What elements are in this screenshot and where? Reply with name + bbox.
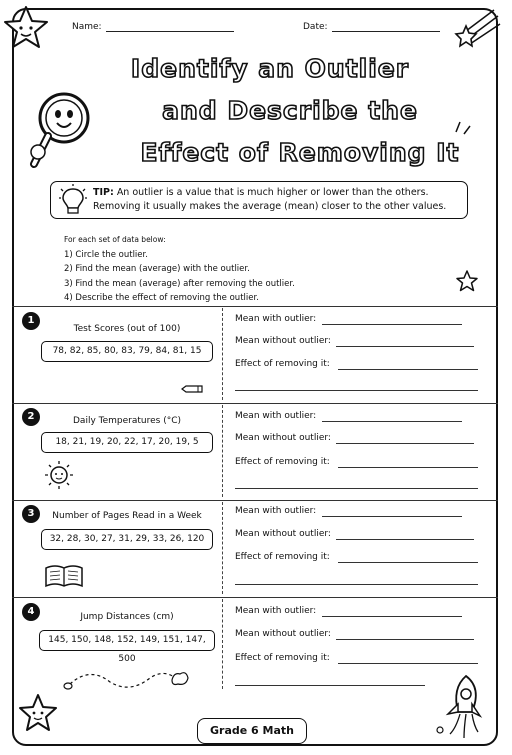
set-title: Number of Pages Read in a Week xyxy=(52,511,202,521)
grade-label-badge: Grade 6 Math xyxy=(197,718,307,744)
instruction-step: 2) Find the mean (average) with the outlier. xyxy=(64,264,250,275)
effect-answer-line[interactable] xyxy=(338,562,478,563)
effect-label: Effect of removing it: xyxy=(235,552,330,562)
mean-with-label: Mean with outlier: xyxy=(235,506,317,516)
mean-without-label: Mean without outlier: xyxy=(235,529,331,539)
effect-label: Effect of removing it: xyxy=(235,359,330,369)
set-number-badge: 1 xyxy=(22,312,40,330)
mean-without-label: Mean without outlier: xyxy=(235,629,331,639)
mean-without-answer-line[interactable] xyxy=(336,346,474,347)
data-set-box[interactable]: 145, 150, 148, 152, 149, 151, 147, 500 xyxy=(39,630,215,651)
date-line[interactable] xyxy=(332,31,440,32)
lightbulb-icon xyxy=(58,183,88,217)
set-title: Jump Distances (cm) xyxy=(80,612,174,622)
instruction-step: 3) Find the mean (average) after removing the outlier. xyxy=(64,278,295,289)
instructions-lead: For each set of data below: xyxy=(64,235,166,244)
mean-with-answer-line[interactable] xyxy=(322,421,462,422)
shooting-star-icon xyxy=(454,4,504,48)
mean-without-label: Mean without outlier: xyxy=(235,336,331,346)
star-icon xyxy=(16,692,60,736)
effect-answer-line[interactable] xyxy=(338,369,478,370)
page-title-line-2: and Describe the xyxy=(162,96,418,125)
tip-box xyxy=(50,181,468,219)
data-set-box[interactable]: 18, 21, 19, 20, 22, 17, 20, 19, 5 xyxy=(41,432,213,453)
name-label: Name: xyxy=(72,22,102,32)
mean-with-label: Mean with outlier: xyxy=(235,606,317,616)
effect-answer-line[interactable] xyxy=(338,663,478,664)
column-divider xyxy=(222,308,223,400)
sun-icon xyxy=(44,460,74,490)
instructions xyxy=(64,233,295,306)
mean-without-label: Mean without outlier: xyxy=(235,433,331,443)
mean-with-answer-line[interactable] xyxy=(322,616,462,617)
pencil-icon xyxy=(180,384,204,394)
column-divider xyxy=(222,599,223,689)
name-line[interactable] xyxy=(106,31,234,32)
star-icon xyxy=(456,270,478,292)
mean-with-answer-line[interactable] xyxy=(322,516,462,517)
footprints-icon xyxy=(60,660,190,694)
tip-text-1: An outlier is a value that is much higher or lower than the others. xyxy=(116,187,429,198)
column-divider xyxy=(222,405,223,497)
column-divider xyxy=(222,502,223,594)
mean-without-answer-line[interactable] xyxy=(336,639,474,640)
date-label: Date: xyxy=(303,22,328,32)
mean-without-answer-line[interactable] xyxy=(336,443,474,444)
tip-text-2: Removing it usually makes the average (mean) closer to the other values. xyxy=(93,201,447,212)
effect-label: Effect of removing it: xyxy=(235,457,330,467)
date-field[interactable] xyxy=(303,22,440,32)
mean-with-answer-line[interactable] xyxy=(322,324,462,325)
sparkle-icon xyxy=(452,118,472,138)
mean-with-label: Mean with outlier: xyxy=(235,411,317,421)
tip-label: TIP: xyxy=(93,187,114,198)
effect-answer-line-2[interactable] xyxy=(235,390,478,391)
mean-with-label: Mean with outlier: xyxy=(235,314,317,324)
set-title: Test Scores (out of 100) xyxy=(73,324,181,334)
section-divider xyxy=(12,500,498,501)
instruction-step: 4) Describe the effect of removing the outlier. xyxy=(64,293,259,304)
set-number-badge: 2 xyxy=(22,408,40,426)
star-icon xyxy=(2,4,50,52)
data-set-box[interactable]: 78, 82, 85, 80, 83, 79, 84, 81, 15 xyxy=(41,341,213,362)
mean-without-answer-line[interactable] xyxy=(336,539,474,540)
book-icon xyxy=(44,562,84,590)
effect-answer-line-2[interactable] xyxy=(235,584,478,585)
effect-answer-line-2[interactable] xyxy=(235,488,478,489)
name-field[interactable] xyxy=(72,22,234,32)
page-title-line-1: Identify an Outlier xyxy=(130,54,410,83)
set-number-badge: 3 xyxy=(22,505,40,523)
section-divider xyxy=(12,306,498,307)
set-number-badge: 4 xyxy=(22,603,40,621)
effect-answer-line-2[interactable] xyxy=(235,685,425,686)
section-divider xyxy=(12,597,498,598)
set-title: Daily Temperatures (°C) xyxy=(73,416,181,426)
effect-label: Effect of removing it: xyxy=(235,653,330,663)
rocket-icon xyxy=(428,672,488,746)
section-divider xyxy=(12,403,498,404)
data-set-box[interactable]: 32, 28, 30, 27, 31, 29, 33, 26, 120 xyxy=(41,529,213,550)
effect-answer-line[interactable] xyxy=(338,467,478,468)
page-title-line-3: Effect of Removing It xyxy=(140,138,460,167)
instruction-step: 1) Circle the outlier. xyxy=(64,249,148,260)
